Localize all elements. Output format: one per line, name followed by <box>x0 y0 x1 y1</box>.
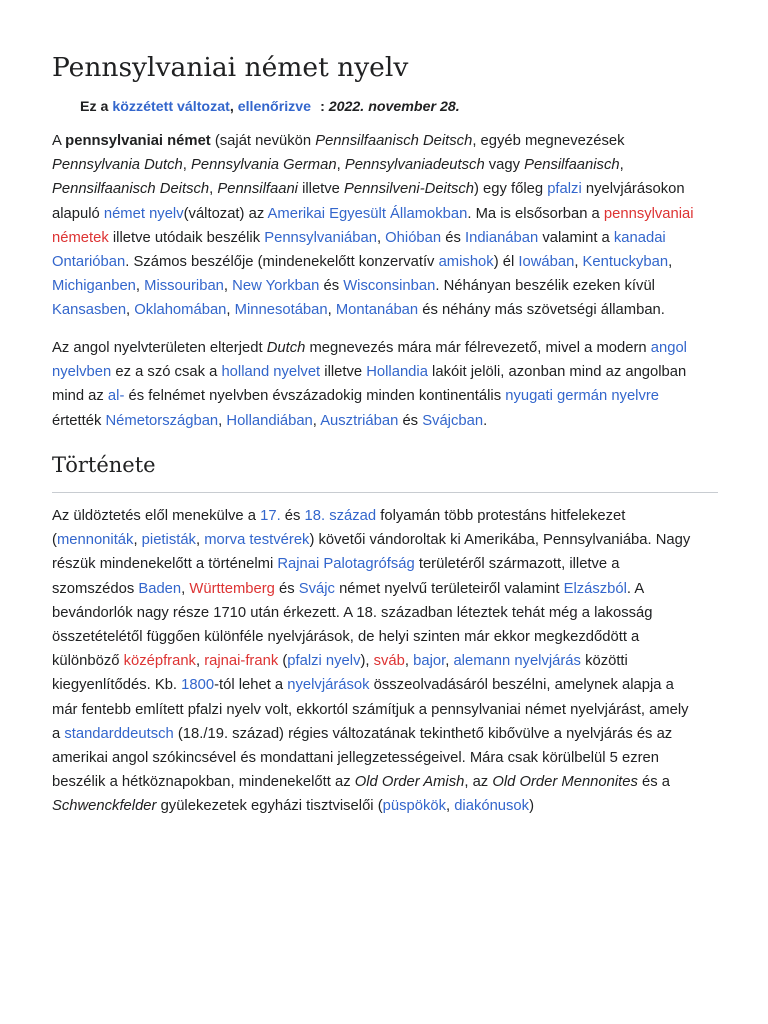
text: ) él <box>493 254 519 271</box>
text: és felnémet nyelvben évszázadokig minden kontinentális <box>124 388 506 405</box>
text: és <box>398 412 423 429</box>
text: , <box>195 532 205 549</box>
text: illetve utódaik beszélik <box>108 229 265 246</box>
text: Az angol nyelvterületen elterjedt <box>52 340 267 356</box>
text: . Néhányan beszélik ezeken kívül <box>435 278 655 295</box>
link-baden[interactable]: Baden <box>138 580 182 597</box>
text: ) követői vándoroltak ki Amerikába, Pennsylvaniába. Nagy <box>309 532 691 549</box>
redlink-rajnai-frank[interactable]: rajnai-frank <box>204 653 279 670</box>
text: , <box>182 157 192 174</box>
text: ez a szó csak a <box>111 364 222 381</box>
text: , <box>126 302 135 319</box>
link-ohio[interactable]: Ohióban <box>385 229 442 246</box>
text: , <box>445 798 455 815</box>
italic-term: Pennsilfaani <box>217 181 298 198</box>
text: ( <box>52 532 57 549</box>
link-18-szazad[interactable]: 18. század <box>304 508 377 524</box>
text-line <box>52 360 732 384</box>
text: amerikai angol szókincsével és mondattani jellegzetességeivel. Mára csak körülbelül 5 ezren <box>52 750 659 767</box>
redlink-svab[interactable]: sváb <box>373 653 405 670</box>
text-line <box>52 298 732 322</box>
text-line <box>52 649 732 673</box>
link-puspokok[interactable]: püspökök <box>382 798 446 815</box>
link-montana[interactable]: Montanában <box>335 302 419 319</box>
text: (változat) az <box>183 205 268 222</box>
text: mind az <box>52 388 108 405</box>
text: . A <box>626 580 645 597</box>
italic-term: Schwenckfelder <box>52 798 157 815</box>
link-pennsylvania[interactable]: Pennsylvaniában <box>264 229 377 246</box>
link-angol-nyelv[interactable]: angol <box>650 340 687 356</box>
revision-sep: , <box>229 99 234 115</box>
text-line <box>52 577 732 601</box>
text: illetve <box>320 364 367 381</box>
text: , <box>226 302 235 319</box>
text: és <box>280 508 305 524</box>
text: alapuló <box>52 205 104 222</box>
text: gyülekezetek egyházi tisztviselői ( <box>156 798 383 815</box>
link-nyelvjarasok[interactable]: nyelvjárások <box>287 677 370 694</box>
intro-paragraph <box>52 129 732 323</box>
text: ) <box>529 798 534 815</box>
section-heading-history: Története <box>52 453 156 477</box>
italic-term: Pennsilfaanisch Deitsch <box>315 133 473 149</box>
link-ausztria[interactable]: Ausztriában <box>320 412 399 429</box>
redlink-wurttemberg[interactable]: Württemberg <box>189 580 275 597</box>
text: . Ma is elsősorban a <box>467 205 604 222</box>
text-line <box>52 153 732 177</box>
text: kiegyenlítődés. Kb. <box>52 677 182 694</box>
text: . <box>483 412 488 429</box>
text: területéről származott, illetve a <box>414 556 620 573</box>
revision-prefix: Ez a <box>80 99 109 115</box>
text: A <box>52 133 66 149</box>
text-line <box>52 673 732 697</box>
text: , <box>181 580 190 597</box>
text: összetételétől függően különféle nyelvjárások, de helyi szinten már ekkor megkezdődött a <box>52 629 640 646</box>
text: és néhány más szövetségi államban. <box>418 302 665 319</box>
text-line <box>52 722 732 746</box>
text: a <box>52 725 65 742</box>
link-iowa[interactable]: Iowában <box>518 254 575 271</box>
text: , <box>404 653 414 670</box>
text-line <box>52 552 732 576</box>
text: összeolvadásáról beszélni, amelynek alapja a <box>369 677 674 694</box>
redlink-kozepfrank[interactable]: középfrank <box>123 653 196 670</box>
text: -tól lehet a <box>214 677 288 694</box>
text: bevándorlók nagy része 1710 után érkezett. A 18. században léteztek tehát még a lakosság <box>52 604 653 621</box>
link-pfalzi-nyelv[interactable]: pfalzi nyelv <box>287 653 361 670</box>
link-nemet-nyelv[interactable]: német nyelv <box>103 205 184 222</box>
text: szomszédos <box>52 580 139 597</box>
text: , <box>195 653 205 670</box>
revision-notice <box>80 99 460 115</box>
link-alnemet[interactable]: al- <box>107 388 125 405</box>
section-divider <box>52 492 718 493</box>
link-svajc[interactable]: Svájcban <box>422 412 484 429</box>
italic-term: Old Order Mennonites <box>492 774 638 791</box>
link-bajor[interactable]: bajor <box>413 653 446 670</box>
text: , <box>133 532 142 549</box>
italic-term: Pennsylvaniadeutsch <box>344 157 485 174</box>
link-rajnai-palotagrofsag[interactable]: Rajnai Palotagrófság <box>277 556 415 573</box>
text: (18./19. század) régies változatának tekinthető kibővülve a nyelvjárás és az <box>173 725 673 742</box>
text-line <box>52 770 732 794</box>
text-line <box>52 409 732 433</box>
page-title: Pennsylvaniai német nyelv <box>52 52 409 83</box>
text: , <box>223 278 233 295</box>
text: részük mindenekelőtt a történelmi <box>52 556 278 573</box>
italic-term: Dutch <box>266 340 306 356</box>
text: ( <box>278 653 288 670</box>
redlink-pennsylvaniai-nemetek[interactable]: németek <box>52 229 109 246</box>
text-line <box>52 129 732 153</box>
text: , <box>668 254 673 271</box>
text: közötti <box>580 653 628 670</box>
link-hollandia[interactable]: Hollandiában <box>226 412 313 429</box>
bold-term: pennsylvaniai német <box>65 133 211 149</box>
text: és <box>441 229 465 246</box>
text-line <box>52 528 732 552</box>
italic-term: Pennsilveni-Deitsch <box>344 181 474 198</box>
link-hollandia[interactable]: Hollandia <box>366 364 428 381</box>
link-mennonitak[interactable]: mennoniták <box>56 532 134 549</box>
text: vagy <box>484 157 525 174</box>
text-line <box>52 698 732 722</box>
text-line <box>52 625 732 649</box>
link-elzasz[interactable]: Elzászból <box>563 580 627 597</box>
text: , <box>209 181 218 198</box>
link-standarddeutsch[interactable]: standarddeutsch <box>64 725 174 742</box>
link-oklahoma[interactable]: Oklahomában <box>134 302 227 319</box>
link-1800[interactable]: 1800 <box>181 677 215 694</box>
link-nemetorszag[interactable]: Németországban <box>105 412 219 429</box>
text: , az <box>464 774 493 791</box>
text-line <box>52 384 732 408</box>
text: . Számos beszélője (mindenekelőtt konzervatív <box>125 254 439 271</box>
text: , <box>574 254 583 271</box>
italic-term: Pennsilfaanisch Deitsch <box>52 181 210 198</box>
link-minnesota[interactable]: Minnesotában <box>234 302 328 319</box>
text: , <box>218 412 227 429</box>
link-amishok[interactable]: amishok <box>438 254 494 271</box>
link-nyugati-german[interactable]: nyugati germán nyelvre <box>505 388 660 405</box>
link-17-szazad[interactable]: 17. <box>260 508 281 524</box>
text: (saját nevükön <box>210 133 316 149</box>
link-svajc[interactable]: Svájc <box>298 580 335 597</box>
text-line <box>52 794 732 818</box>
text: beszélik a hétköznapokban, mindenekelőtt az <box>52 774 355 791</box>
link-pietistak[interactable]: pietisták <box>141 532 196 549</box>
text: , <box>327 302 336 319</box>
text-line <box>52 504 732 528</box>
link-kentucky[interactable]: Kentuckyban <box>582 254 669 271</box>
text-line <box>52 202 732 226</box>
text: már fentebb említett pfalzi nyelv volt, ekkortól számítjuk a pennsylvaniai német nyelvjárást, amely <box>52 701 689 718</box>
link-morva-testverek[interactable]: morva testvérek <box>204 532 310 549</box>
text: , egyéb megnevezések <box>472 133 625 149</box>
text: értették <box>52 412 106 429</box>
link-kansas[interactable]: Kansasben <box>52 302 127 319</box>
italic-term: Pennsylvania Dutch <box>52 157 183 174</box>
link-indiana[interactable]: Indianában <box>464 229 539 246</box>
text-line <box>52 274 732 298</box>
text: lakóit jelöli, azonban mind az angolban <box>427 364 687 381</box>
text-line <box>52 746 732 770</box>
text: folyamán több protestáns hitfelekezet <box>376 508 626 524</box>
link-wisconsin[interactable]: Wisconsinban <box>343 278 436 295</box>
link-angol-nyelv[interactable]: nyelvben <box>52 364 112 381</box>
text: megnevezés mára már félrevezető, mivel a modern <box>305 340 651 356</box>
italic-term: Old Order Amish <box>354 774 465 791</box>
link-holland-nyelv[interactable]: holland nyelvet <box>221 364 321 381</box>
dutch-paragraph <box>52 336 732 433</box>
text: , <box>135 278 145 295</box>
link-usa[interactable]: Amerikai Egyesült Államokban <box>267 205 468 222</box>
text: , <box>312 412 321 429</box>
text: ), <box>360 653 374 670</box>
revision-colon: : <box>320 99 325 115</box>
text: , <box>336 157 345 174</box>
text: és <box>274 580 299 597</box>
text: nyelvjárásokon <box>581 181 685 198</box>
text: valamint a <box>538 229 614 246</box>
link-alemann-nyelvjaras[interactable]: alemann nyelvjárás <box>453 653 581 670</box>
text: ) egy főleg <box>473 181 548 198</box>
text: német nyelvű területeiről valamint <box>334 580 564 597</box>
text: , <box>445 653 454 670</box>
link-pfalzi[interactable]: pfalzi <box>547 181 582 198</box>
link-new-york[interactable]: New Yorkban <box>232 278 320 295</box>
history-paragraph <box>52 504 732 819</box>
text-line <box>52 336 732 360</box>
revision-date: 2022. november 28. <box>328 99 460 115</box>
link-kanadai-ontario[interactable]: kanadai <box>613 229 666 246</box>
text: különböző <box>52 653 124 670</box>
text: és a <box>637 774 670 791</box>
text: illetve <box>297 181 345 198</box>
link-michigan[interactable]: Michiganben <box>52 278 136 295</box>
text-line <box>52 601 732 625</box>
link-missouri[interactable]: Missouriban <box>144 278 224 295</box>
text-line <box>52 226 732 250</box>
checked-link[interactable]: ellenőrizve <box>237 99 312 115</box>
italic-term: Pensilfaanisch <box>524 157 620 174</box>
text-line <box>52 250 732 274</box>
italic-term: Pennsylvania German <box>191 157 337 174</box>
link-diakonusok[interactable]: diakónusok <box>454 798 530 815</box>
text: , <box>619 157 624 174</box>
text-line <box>52 177 732 201</box>
text: és <box>319 278 344 295</box>
published-version-link[interactable]: közzétett változat <box>112 99 230 115</box>
redlink-pennsylvaniai-nemetek[interactable]: pennsylvaniai <box>603 205 694 222</box>
link-kanadai-ontario[interactable]: Ontarióban <box>52 254 126 271</box>
text: Az üldöztetés elől menekülve a <box>52 508 261 524</box>
text: , <box>376 229 386 246</box>
